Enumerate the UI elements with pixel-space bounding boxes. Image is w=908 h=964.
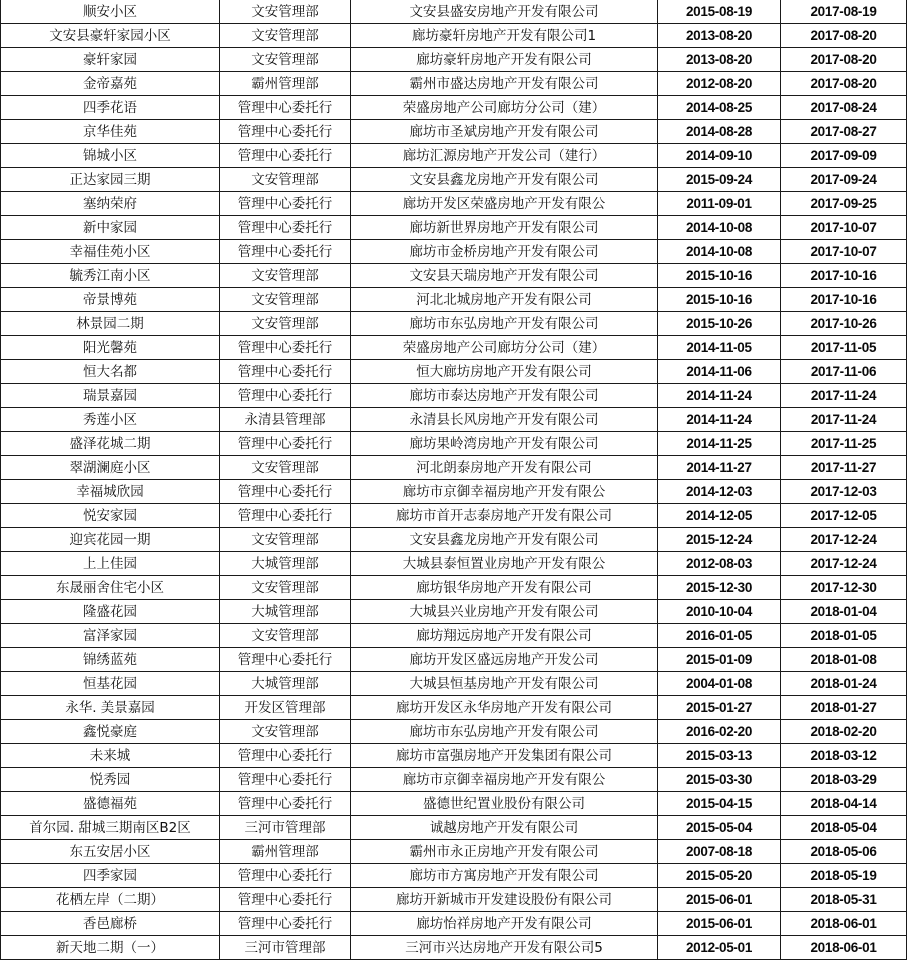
department-cell: 管理中心委托行	[220, 744, 351, 768]
table-row	[1, 24, 907, 48]
end-date-cell: 2017-12-30	[781, 576, 907, 600]
start-date-cell: 2004-01-08	[658, 672, 781, 696]
table-row	[1, 168, 907, 192]
project-name-cell: 盛德福苑	[1, 792, 220, 816]
developer-cell: 廊坊开发区荣盛房地产开发有限公	[351, 192, 658, 216]
start-date-cell: 2014-11-06	[658, 360, 781, 384]
project-name-cell: 幸福佳苑小区	[1, 240, 220, 264]
end-date-cell: 2017-12-24	[781, 552, 907, 576]
start-date-cell: 2015-01-27	[658, 696, 781, 720]
start-date-cell: 2014-10-08	[658, 216, 781, 240]
start-date-cell: 2007-08-18	[658, 840, 781, 864]
project-name-cell: 金帝嘉苑	[1, 72, 220, 96]
table-row	[1, 0, 907, 24]
department-cell: 管理中心委托行	[220, 792, 351, 816]
developer-cell: 廊坊新世界房地产开发有限公司	[351, 216, 658, 240]
start-date-cell: 2014-08-28	[658, 120, 781, 144]
start-date-cell: 2013-08-20	[658, 24, 781, 48]
department-cell: 三河市管理部	[220, 936, 351, 960]
table-row	[1, 312, 907, 336]
end-date-cell: 2018-03-12	[781, 744, 907, 768]
developer-cell: 廊坊果岭湾房地产开发有限公司	[351, 432, 658, 456]
project-name-cell: 秀莲小区	[1, 408, 220, 432]
end-date-cell: 2017-08-19	[781, 0, 907, 24]
table-row	[1, 408, 907, 432]
start-date-cell: 2014-09-10	[658, 144, 781, 168]
table-row	[1, 912, 907, 936]
table-row	[1, 720, 907, 744]
department-cell: 管理中心委托行	[220, 144, 351, 168]
department-cell: 霸州管理部	[220, 72, 351, 96]
table-row	[1, 744, 907, 768]
start-date-cell: 2015-05-04	[658, 816, 781, 840]
table-row	[1, 576, 907, 600]
project-name-cell: 恒基花园	[1, 672, 220, 696]
project-name-cell: 首尔园. 甜城三期南区B2区	[1, 816, 220, 840]
department-cell: 管理中心委托行	[220, 120, 351, 144]
developer-cell: 廊坊市富强房地产开发集团有限公司	[351, 744, 658, 768]
table-row	[1, 240, 907, 264]
start-date-cell: 2015-04-15	[658, 792, 781, 816]
start-date-cell: 2016-02-20	[658, 720, 781, 744]
end-date-cell: 2017-09-25	[781, 192, 907, 216]
developer-cell: 廊坊市泰达房地产开发有限公司	[351, 384, 658, 408]
department-cell: 大城管理部	[220, 672, 351, 696]
developer-cell: 河北北城房地产开发有限公司	[351, 288, 658, 312]
developer-cell: 盛德世纪置业股份有限公司	[351, 792, 658, 816]
department-cell: 管理中心委托行	[220, 384, 351, 408]
table-row	[1, 456, 907, 480]
project-name-cell: 豪轩家园	[1, 48, 220, 72]
department-cell: 文安管理部	[220, 528, 351, 552]
table-row	[1, 936, 907, 960]
developer-cell: 文安县鑫龙房地产开发有限公司	[351, 168, 658, 192]
table-row	[1, 96, 907, 120]
start-date-cell: 2014-10-08	[658, 240, 781, 264]
end-date-cell: 2017-09-24	[781, 168, 907, 192]
developer-cell: 大城县恒基房地产开发有限公司	[351, 672, 658, 696]
table-row	[1, 864, 907, 888]
project-name-cell: 迎宾花园一期	[1, 528, 220, 552]
developer-cell: 永清县长风房地产开发有限公司	[351, 408, 658, 432]
table-row	[1, 144, 907, 168]
department-cell: 管理中心委托行	[220, 864, 351, 888]
department-cell: 管理中心委托行	[220, 888, 351, 912]
developer-cell: 廊坊开发区盛远房地产开发公司	[351, 648, 658, 672]
department-cell: 文安管理部	[220, 576, 351, 600]
department-cell: 文安管理部	[220, 288, 351, 312]
end-date-cell: 2017-12-24	[781, 528, 907, 552]
project-name-cell: 悦安家园	[1, 504, 220, 528]
project-name-cell: 上上佳园	[1, 552, 220, 576]
end-date-cell: 2018-01-24	[781, 672, 907, 696]
project-name-cell: 顺安小区	[1, 0, 220, 24]
table-row	[1, 840, 907, 864]
start-date-cell: 2011-09-01	[658, 192, 781, 216]
table-row	[1, 48, 907, 72]
project-name-cell: 锦绣蓝苑	[1, 648, 220, 672]
department-cell: 文安管理部	[220, 312, 351, 336]
end-date-cell: 2018-05-31	[781, 888, 907, 912]
end-date-cell: 2017-08-20	[781, 24, 907, 48]
start-date-cell: 2014-11-25	[658, 432, 781, 456]
developer-cell: 河北朗泰房地产开发有限公司	[351, 456, 658, 480]
end-date-cell: 2017-10-16	[781, 288, 907, 312]
department-cell: 管理中心委托行	[220, 240, 351, 264]
department-cell: 管理中心委托行	[220, 360, 351, 384]
end-date-cell: 2017-12-03	[781, 480, 907, 504]
start-date-cell: 2012-08-03	[658, 552, 781, 576]
end-date-cell: 2017-10-16	[781, 264, 907, 288]
table-row	[1, 888, 907, 912]
developer-cell: 廊坊怡祥房地产开发有限公司	[351, 912, 658, 936]
department-cell: 永清县管理部	[220, 408, 351, 432]
developer-cell: 廊坊市首开志泰房地产开发有限公司	[351, 504, 658, 528]
table-row	[1, 288, 907, 312]
project-name-cell: 盛泽花城二期	[1, 432, 220, 456]
developer-cell: 廊坊开发区永华房地产开发有限公司	[351, 696, 658, 720]
project-name-cell: 帝景博苑	[1, 288, 220, 312]
start-date-cell: 2015-10-16	[658, 288, 781, 312]
project-name-cell: 富泽家园	[1, 624, 220, 648]
project-name-cell: 鑫悦豪庭	[1, 720, 220, 744]
project-name-cell: 毓秀江南小区	[1, 264, 220, 288]
project-name-cell: 永华. 美景嘉园	[1, 696, 220, 720]
end-date-cell: 2017-11-24	[781, 384, 907, 408]
end-date-cell: 2018-01-27	[781, 696, 907, 720]
end-date-cell: 2018-01-05	[781, 624, 907, 648]
end-date-cell: 2017-11-27	[781, 456, 907, 480]
start-date-cell: 2014-11-27	[658, 456, 781, 480]
table-row	[1, 216, 907, 240]
start-date-cell: 2015-12-30	[658, 576, 781, 600]
department-cell: 大城管理部	[220, 552, 351, 576]
table-row	[1, 72, 907, 96]
department-cell: 管理中心委托行	[220, 216, 351, 240]
project-name-cell: 东晟丽舍住宅小区	[1, 576, 220, 600]
developer-cell: 霸州市盛达房地产开发有限公司	[351, 72, 658, 96]
table-row	[1, 192, 907, 216]
department-cell: 管理中心委托行	[220, 504, 351, 528]
developer-cell: 荣盛房地产公司廊坊分公司（建）	[351, 336, 658, 360]
table-row	[1, 480, 907, 504]
table-row	[1, 648, 907, 672]
developer-cell: 恒大廊坊房地产开发有限公司	[351, 360, 658, 384]
table-row	[1, 768, 907, 792]
start-date-cell: 2012-05-01	[658, 936, 781, 960]
developer-cell: 廊坊市京御幸福房地产开发有限公	[351, 480, 658, 504]
table-row	[1, 696, 907, 720]
developer-cell: 廊坊市东弘房地产开发有限公司	[351, 312, 658, 336]
project-name-cell: 锦城小区	[1, 144, 220, 168]
end-date-cell: 2017-10-26	[781, 312, 907, 336]
department-cell: 管理中心委托行	[220, 336, 351, 360]
end-date-cell: 2018-05-06	[781, 840, 907, 864]
department-cell: 文安管理部	[220, 0, 351, 24]
start-date-cell: 2014-12-05	[658, 504, 781, 528]
end-date-cell: 2018-05-19	[781, 864, 907, 888]
start-date-cell: 2014-08-25	[658, 96, 781, 120]
department-cell: 管理中心委托行	[220, 648, 351, 672]
end-date-cell: 2017-08-20	[781, 48, 907, 72]
project-name-cell: 东五安居小区	[1, 840, 220, 864]
developer-cell: 廊坊市东弘房地产开发有限公司	[351, 720, 658, 744]
project-name-cell: 翠湖澜庭小区	[1, 456, 220, 480]
project-name-cell: 文安县豪轩家园小区	[1, 24, 220, 48]
department-cell: 文安管理部	[220, 48, 351, 72]
developer-cell: 廊坊豪轩房地产开发有限公司	[351, 48, 658, 72]
developer-cell: 霸州市永正房地产开发有限公司	[351, 840, 658, 864]
end-date-cell: 2017-11-25	[781, 432, 907, 456]
project-name-cell: 正达家园三期	[1, 168, 220, 192]
developer-cell: 诚越房地产开发有限公司	[351, 816, 658, 840]
developer-cell: 文安县天瑞房地产开发有限公司	[351, 264, 658, 288]
table-row	[1, 528, 907, 552]
developer-cell: 荣盛房地产公司廊坊分公司（建）	[351, 96, 658, 120]
department-cell: 文安管理部	[220, 456, 351, 480]
end-date-cell: 2017-08-24	[781, 96, 907, 120]
table-row	[1, 360, 907, 384]
department-cell: 霸州管理部	[220, 840, 351, 864]
end-date-cell: 2018-01-08	[781, 648, 907, 672]
end-date-cell: 2018-01-04	[781, 600, 907, 624]
department-cell: 文安管理部	[220, 624, 351, 648]
developer-cell: 廊坊豪轩房地产开发有限公司1	[351, 24, 658, 48]
start-date-cell: 2015-12-24	[658, 528, 781, 552]
developer-cell: 廊坊市金桥房地产开发有限公司	[351, 240, 658, 264]
project-name-cell: 京华佳苑	[1, 120, 220, 144]
project-name-cell: 花栖左岸（二期）	[1, 888, 220, 912]
project-name-cell: 四季花语	[1, 96, 220, 120]
table-row	[1, 264, 907, 288]
start-date-cell: 2015-03-30	[658, 768, 781, 792]
end-date-cell: 2017-12-05	[781, 504, 907, 528]
developer-cell: 三河市兴达房地产开发有限公司5	[351, 936, 658, 960]
project-name-cell: 塞纳荣府	[1, 192, 220, 216]
project-name-cell: 新天地二期（一）	[1, 936, 220, 960]
department-cell: 文安管理部	[220, 24, 351, 48]
developer-cell: 廊坊银华房地产开发有限公司	[351, 576, 658, 600]
table-row	[1, 384, 907, 408]
table-row	[1, 600, 907, 624]
table-body	[1, 0, 907, 960]
department-cell: 开发区管理部	[220, 696, 351, 720]
end-date-cell: 2018-06-01	[781, 936, 907, 960]
project-name-cell: 未来城	[1, 744, 220, 768]
department-cell: 文安管理部	[220, 264, 351, 288]
start-date-cell: 2012-08-20	[658, 72, 781, 96]
department-cell: 管理中心委托行	[220, 912, 351, 936]
start-date-cell: 2015-10-26	[658, 312, 781, 336]
start-date-cell: 2015-05-20	[658, 864, 781, 888]
table-row	[1, 816, 907, 840]
end-date-cell: 2017-11-05	[781, 336, 907, 360]
developer-cell: 廊坊开新城市开发建设股份有限公司	[351, 888, 658, 912]
start-date-cell: 2015-09-24	[658, 168, 781, 192]
start-date-cell: 2015-01-09	[658, 648, 781, 672]
department-cell: 三河市管理部	[220, 816, 351, 840]
project-name-cell: 幸福城欣园	[1, 480, 220, 504]
project-name-cell: 恒大名都	[1, 360, 220, 384]
project-name-cell: 隆盛花园	[1, 600, 220, 624]
table-row	[1, 432, 907, 456]
end-date-cell: 2017-09-09	[781, 144, 907, 168]
end-date-cell: 2017-08-27	[781, 120, 907, 144]
department-cell: 管理中心委托行	[220, 192, 351, 216]
start-date-cell: 2014-11-24	[658, 384, 781, 408]
project-name-cell: 阳光馨苑	[1, 336, 220, 360]
start-date-cell: 2015-03-13	[658, 744, 781, 768]
end-date-cell: 2018-02-20	[781, 720, 907, 744]
department-cell: 管理中心委托行	[220, 96, 351, 120]
project-name-cell: 新中家园	[1, 216, 220, 240]
developer-cell: 廊坊市京御幸福房地产开发有限公	[351, 768, 658, 792]
start-date-cell: 2015-08-19	[658, 0, 781, 24]
department-cell: 管理中心委托行	[220, 480, 351, 504]
table-row	[1, 504, 907, 528]
project-name-cell: 香邑廊桥	[1, 912, 220, 936]
end-date-cell: 2017-11-24	[781, 408, 907, 432]
table-row	[1, 792, 907, 816]
start-date-cell: 2010-10-04	[658, 600, 781, 624]
start-date-cell: 2016-01-05	[658, 624, 781, 648]
developer-cell: 廊坊市方寓房地产开发有限公司	[351, 864, 658, 888]
end-date-cell: 2017-11-06	[781, 360, 907, 384]
developer-cell: 文安县鑫龙房地产开发有限公司	[351, 528, 658, 552]
developer-cell: 廊坊汇源房地产开发公司（建行）	[351, 144, 658, 168]
end-date-cell: 2017-10-07	[781, 240, 907, 264]
developer-cell: 廊坊翔远房地产开发有限公司	[351, 624, 658, 648]
start-date-cell: 2015-06-01	[658, 888, 781, 912]
end-date-cell: 2018-03-29	[781, 768, 907, 792]
project-name-cell: 悦秀园	[1, 768, 220, 792]
department-cell: 文安管理部	[220, 720, 351, 744]
project-name-cell: 瑞景嘉园	[1, 384, 220, 408]
end-date-cell: 2018-06-01	[781, 912, 907, 936]
developer-cell: 大城县兴业房地产开发有限公司	[351, 600, 658, 624]
table-row	[1, 336, 907, 360]
project-name-cell: 林景园二期	[1, 312, 220, 336]
project-name-cell: 四季家园	[1, 864, 220, 888]
table-row	[1, 552, 907, 576]
start-date-cell: 2014-11-05	[658, 336, 781, 360]
start-date-cell: 2013-08-20	[658, 48, 781, 72]
department-cell: 管理中心委托行	[220, 432, 351, 456]
table-row	[1, 120, 907, 144]
table-row	[1, 672, 907, 696]
end-date-cell: 2018-05-04	[781, 816, 907, 840]
start-date-cell: 2014-11-24	[658, 408, 781, 432]
department-cell: 文安管理部	[220, 168, 351, 192]
developer-cell: 廊坊市圣斌房地产开发有限公司	[351, 120, 658, 144]
end-date-cell: 2017-08-20	[781, 72, 907, 96]
start-date-cell: 2015-06-01	[658, 912, 781, 936]
department-cell: 大城管理部	[220, 600, 351, 624]
developer-cell: 大城县泰恒置业房地产开发有限公	[351, 552, 658, 576]
end-date-cell: 2017-10-07	[781, 216, 907, 240]
start-date-cell: 2015-10-16	[658, 264, 781, 288]
developer-cell: 文安县盛安房地产开发有限公司	[351, 0, 658, 24]
end-date-cell: 2018-04-14	[781, 792, 907, 816]
department-cell: 管理中心委托行	[220, 768, 351, 792]
start-date-cell: 2014-12-03	[658, 480, 781, 504]
table-row	[1, 624, 907, 648]
